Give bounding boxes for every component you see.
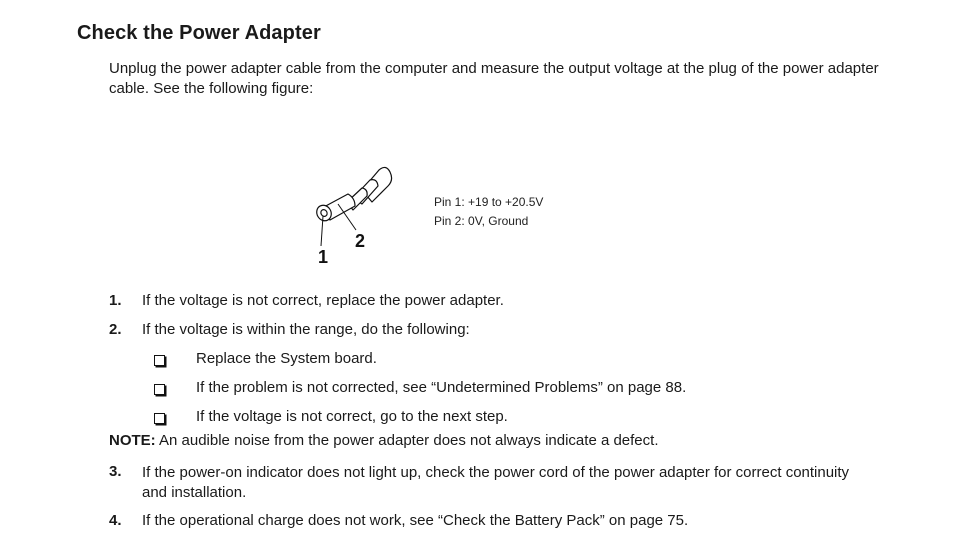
substep-text: If the voltage is not correct, go to the next step. xyxy=(196,408,508,425)
checkbox-bullet-icon xyxy=(154,413,165,424)
figure-label-1: 1 xyxy=(318,247,329,267)
step-number: 4. xyxy=(109,512,122,529)
note-label: NOTE: xyxy=(109,432,156,449)
checkbox-bullet-icon xyxy=(154,384,165,395)
step-text: If the power-on indicator does not light up, check the power cord of the power adapter for correct continuity and installation. xyxy=(142,464,850,501)
substep-text: If the problem is not corrected, see “Undetermined Problems” on page 88. xyxy=(196,379,687,396)
step-number: 3. xyxy=(109,463,122,480)
note xyxy=(109,432,659,449)
note-text: An audible noise from the power adapter does not always indicate a defect. xyxy=(155,432,659,449)
pin-2-spec: Pin 2: 0V, Ground xyxy=(434,214,529,228)
step-number: 1. xyxy=(109,292,122,309)
pin-1-spec: Pin 1: +19 to +20.5V xyxy=(434,195,544,209)
figure-label-2: 2 xyxy=(355,231,366,251)
step-number: 2. xyxy=(109,321,122,338)
step-text: If the voltage is within the range, do the following: xyxy=(142,321,470,338)
power-plug-figure xyxy=(300,160,410,270)
step-text: If the voltage is not correct, replace the power adapter. xyxy=(142,292,504,309)
intro-paragraph: Unplug the power adapter cable from the computer and measure the output voltage at the plug of the power adapter cable. See the following figure: xyxy=(109,60,879,97)
step-text: If the operational charge does not work, see “Check the Battery Pack” on page 75. xyxy=(142,512,689,529)
page-title: Check the Power Adapter xyxy=(77,22,321,44)
checkbox-bullet-icon xyxy=(154,355,165,366)
substep-text: Replace the System board. xyxy=(196,350,377,367)
